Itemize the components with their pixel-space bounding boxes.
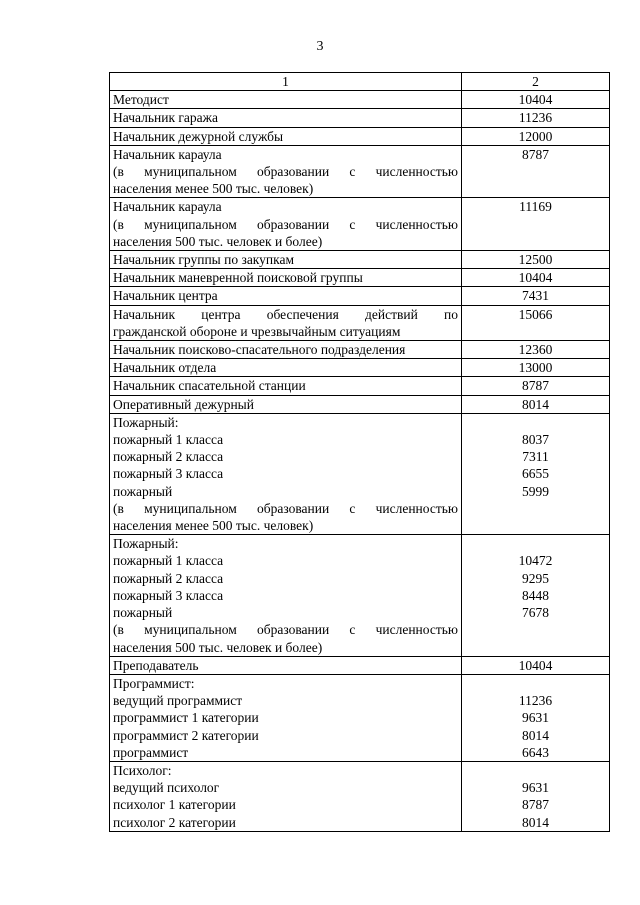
position-text: Преподаватель: [113, 657, 199, 673]
table-row: [110, 251, 610, 269]
salary-value: 15066: [518, 306, 553, 322]
table-row: [110, 341, 610, 359]
salary-cell: [462, 377, 610, 395]
salary-cell: [462, 674, 610, 761]
table-row: [110, 269, 610, 287]
position-cell: [110, 198, 462, 251]
position-text: ведущий психолог: [113, 780, 220, 796]
table-row: [110, 198, 610, 251]
salary-cell: [462, 251, 610, 269]
salary-value: 11236: [518, 110, 553, 126]
position-text: Психолог:: [113, 762, 172, 778]
salary-cell: [462, 145, 610, 198]
salary-value: 9631: [522, 710, 549, 726]
position-text: пожарный 1 класса: [113, 432, 224, 448]
position-cell: [110, 305, 462, 340]
position-text: Оперативный дежурный: [113, 396, 254, 412]
table-row: [110, 127, 610, 145]
salary-value: [465, 414, 606, 431]
position-text: пожарный: [113, 605, 173, 621]
salary-cell: [462, 341, 610, 359]
position-cell: [110, 251, 462, 269]
position-text: Начальник спасательной станции: [113, 378, 306, 394]
salary-value: 7431: [522, 288, 549, 304]
salary-value: 10404: [518, 92, 553, 108]
position-text: программист 2 категории: [113, 727, 259, 743]
position-text: Начальник группы по закупкам: [113, 252, 295, 268]
salary-value: 6655: [522, 466, 549, 482]
position-text: Начальник центра обеспечения действий по: [113, 306, 458, 322]
position-text: Начальник караула: [113, 199, 222, 215]
salary-value: 11236: [518, 693, 553, 709]
table-row: [110, 413, 610, 534]
position-text: Начальник маневренной поисковой группы: [113, 270, 363, 286]
position-text: психолог 2 категории: [113, 814, 236, 830]
position-text: населения 500 тыс. человек и более): [113, 233, 323, 249]
salary-cell: [462, 305, 610, 340]
salary-value: 12500: [518, 252, 553, 268]
table-row: [110, 395, 610, 413]
position-text: населения менее 500 тыс. человек): [113, 181, 314, 197]
table-row: [110, 359, 610, 377]
position-text: пожарный: [113, 483, 173, 499]
position-text: (в муниципальном образовании с численностью: [113, 622, 458, 638]
salary-cell: [462, 269, 610, 287]
table-row: [110, 91, 610, 109]
position-text: программист: [113, 744, 189, 760]
position-text: (в муниципальном образовании с численностью: [113, 164, 458, 180]
salary-cell: [462, 127, 610, 145]
position-text: Начальник поисково-спасательного подразделения: [113, 342, 406, 358]
salary-value: 5999: [522, 483, 549, 499]
table-body: [110, 91, 610, 832]
table-row: [110, 761, 610, 831]
position-text: (в муниципальном образовании с численностью: [113, 500, 458, 516]
position-text: пожарный 2 класса: [113, 449, 224, 465]
position-text: ведущий программист: [113, 693, 243, 709]
salary-cell: [462, 413, 610, 534]
position-text: населения 500 тыс. человек и более): [113, 639, 323, 655]
page-number: 3: [316, 39, 324, 54]
position-text: психолог 1 категории: [113, 797, 236, 813]
position-cell: [110, 674, 462, 761]
salary-cell: [462, 656, 610, 674]
salary-cell: [462, 198, 610, 251]
position-cell: [110, 341, 462, 359]
position-cell: [110, 413, 462, 534]
position-cell: [110, 761, 462, 831]
position-text: пожарный 2 класса: [113, 570, 224, 586]
table-row: [110, 656, 610, 674]
position-text: пожарный 1 класса: [113, 553, 224, 569]
position-text: пожарный 3 класса: [113, 587, 224, 603]
salary-value: [465, 535, 606, 552]
salary-cell: [462, 109, 610, 127]
salary-cell: [462, 359, 610, 377]
salary-value: 8037: [522, 432, 549, 448]
column-header-position: 1: [110, 73, 462, 91]
position-cell: [110, 109, 462, 127]
position-cell: [110, 145, 462, 198]
salary-cell: [462, 535, 610, 656]
table-row: [110, 109, 610, 127]
table-row: [110, 674, 610, 761]
salary-value: [465, 762, 606, 779]
salary-value: 12000: [518, 128, 553, 144]
salary-value: 6643: [522, 744, 549, 760]
salary-value: 8787: [522, 378, 549, 394]
salary-value: 8448: [522, 587, 549, 603]
column-header-salary: 2: [462, 73, 610, 91]
table-row: [110, 377, 610, 395]
position-cell: [110, 377, 462, 395]
table-row: [110, 287, 610, 305]
position-text: Начальник караула: [113, 146, 222, 162]
position-text: гражданской обороне и чрезвычайным ситуациям: [113, 323, 401, 339]
position-text: (в муниципальном образовании с численностью: [113, 216, 458, 232]
salary-value: [465, 675, 606, 692]
position-text: пожарный 3 класса: [113, 466, 224, 482]
salary-value: 8787: [522, 146, 549, 162]
position-text: Программист:: [113, 675, 195, 691]
position-cell: [110, 395, 462, 413]
salary-value: 9295: [522, 570, 549, 586]
salary-value: 13000: [518, 360, 553, 376]
salary-value: 8014: [522, 814, 549, 830]
salary-cell: [462, 91, 610, 109]
salary-value: 7311: [522, 449, 549, 465]
position-text: Пожарный:: [113, 536, 179, 552]
position-text: Начальник отдела: [113, 360, 217, 376]
position-text: Пожарный:: [113, 414, 179, 430]
position-cell: [110, 359, 462, 377]
salary-value: 10404: [518, 657, 553, 673]
position-cell: [110, 656, 462, 674]
salary-value: 8014: [522, 396, 549, 412]
salary-value: 10404: [518, 270, 553, 286]
salary-value: 11169: [519, 199, 552, 215]
position-text: Начальник гаража: [113, 110, 218, 126]
table-row: [110, 145, 610, 198]
salary-cell: [462, 761, 610, 831]
position-text: Начальник дежурной службы: [113, 128, 284, 144]
table-row: [110, 535, 610, 656]
position-cell: [110, 269, 462, 287]
salary-value: 12360: [518, 342, 553, 358]
position-text: Начальник центра: [113, 288, 218, 304]
salary-value: 8014: [522, 727, 549, 743]
position-cell: [110, 287, 462, 305]
salary-cell: [462, 395, 610, 413]
salary-value: 7678: [522, 605, 549, 621]
position-text: населения менее 500 тыс. человек): [113, 518, 314, 534]
position-cell: [110, 127, 462, 145]
position-cell: [110, 91, 462, 109]
salary-value: 10472: [518, 553, 553, 569]
salary-value: 8787: [522, 797, 549, 813]
salary-cell: [462, 287, 610, 305]
salary-table: [109, 72, 610, 832]
table-row: [110, 305, 610, 340]
position-text: программист 1 категории: [113, 710, 259, 726]
position-cell: [110, 535, 462, 656]
salary-value: 9631: [522, 780, 549, 796]
table-header-row: [110, 73, 610, 91]
position-text: Методист: [113, 92, 169, 108]
